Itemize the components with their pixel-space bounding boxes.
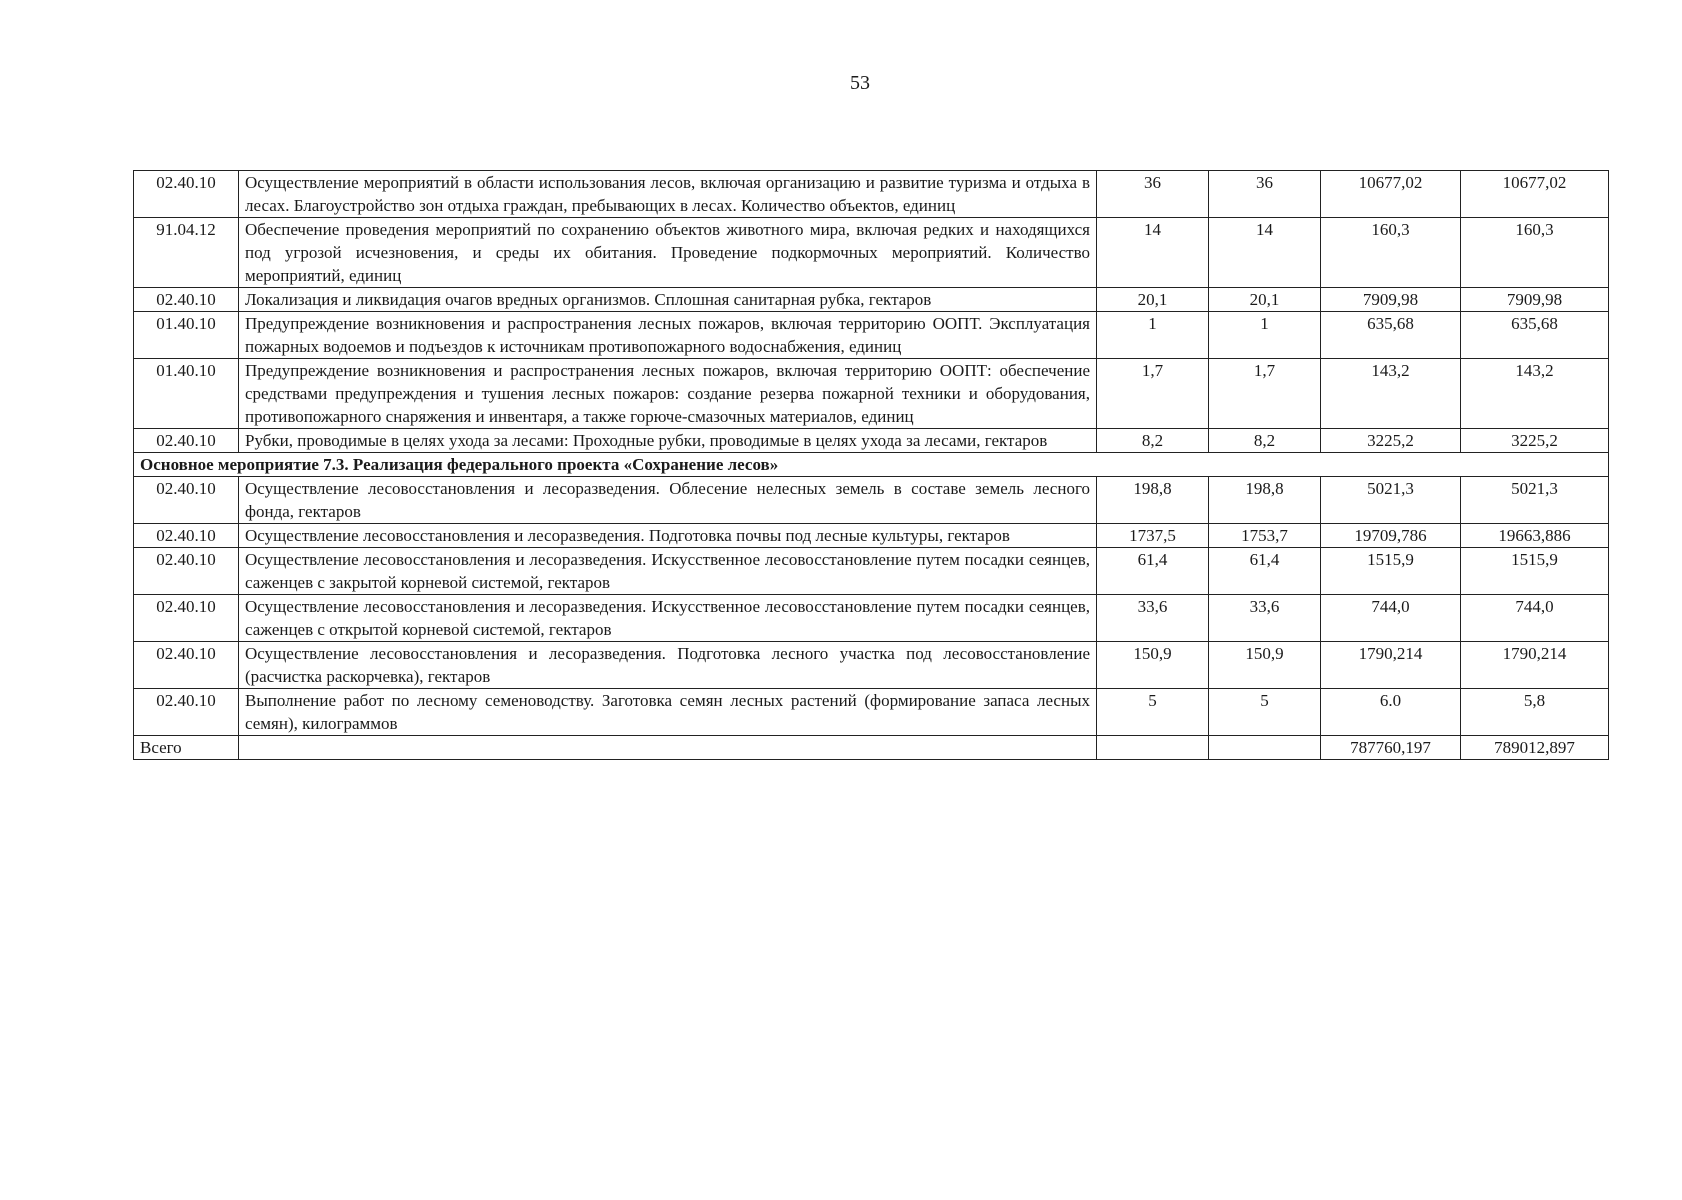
row-code: 02.40.10 bbox=[134, 524, 239, 548]
row-value-3: 10677,02 bbox=[1321, 171, 1461, 218]
total-value-4: 789012,897 bbox=[1461, 736, 1609, 760]
row-value-2: 1753,7 bbox=[1209, 524, 1321, 548]
total-label: Всего bbox=[134, 736, 239, 760]
row-description: Выполнение работ по лесному семеноводству. Заготовка семян лесных растений (формирование запаса лесных семян), килограммов bbox=[239, 689, 1097, 736]
row-value-1: 8,2 bbox=[1097, 429, 1209, 453]
row-value-4: 3225,2 bbox=[1461, 429, 1609, 453]
row-description: Локализация и ликвидация очагов вредных организмов. Сплошная санитарная рубка, гектаров bbox=[239, 288, 1097, 312]
row-value-2: 33,6 bbox=[1209, 595, 1321, 642]
row-value-4: 19663,886 bbox=[1461, 524, 1609, 548]
row-value-4: 5021,3 bbox=[1461, 477, 1609, 524]
row-description: Осуществление лесовосстановления и лесоразведения. Искусственное лесовосстановление путем посадки сеянцев, саженцев с открытой корневой системой, гектаров bbox=[239, 595, 1097, 642]
row-code: 02.40.10 bbox=[134, 171, 239, 218]
row-value-1: 61,4 bbox=[1097, 548, 1209, 595]
row-code: 02.40.10 bbox=[134, 595, 239, 642]
row-code: 01.40.10 bbox=[134, 312, 239, 359]
table-row bbox=[134, 171, 1609, 218]
section-title: Основное мероприятие 7.3. Реализация федерального проекта «Сохранение лесов» bbox=[134, 453, 1609, 477]
row-description: Осуществление лесовосстановления и лесоразведения. Подготовка почвы под лесные культуры, гектаров bbox=[239, 524, 1097, 548]
table-row bbox=[134, 312, 1609, 359]
table-row bbox=[134, 595, 1609, 642]
row-code: 02.40.10 bbox=[134, 689, 239, 736]
row-description: Предупреждение возникновения и распространения лесных пожаров, включая территорию ООПТ: обеспечение средствами предупреждения и тушения лесных пожаров: создание резерва пожарной техники и оборудования, противопожарного снаряжения и инвентаря, а также горюче-смазочных материалов, единиц bbox=[239, 359, 1097, 429]
row-value-4: 744,0 bbox=[1461, 595, 1609, 642]
row-code: 01.40.10 bbox=[134, 359, 239, 429]
row-value-4: 635,68 bbox=[1461, 312, 1609, 359]
row-value-1: 1 bbox=[1097, 312, 1209, 359]
row-code: 02.40.10 bbox=[134, 642, 239, 689]
table-row bbox=[134, 477, 1609, 524]
total-empty-cell bbox=[239, 736, 1097, 760]
table-row bbox=[134, 359, 1609, 429]
row-value-3: 1515,9 bbox=[1321, 548, 1461, 595]
row-code: 02.40.10 bbox=[134, 548, 239, 595]
row-value-4: 1515,9 bbox=[1461, 548, 1609, 595]
row-value-2: 5 bbox=[1209, 689, 1321, 736]
row-code: 02.40.10 bbox=[134, 429, 239, 453]
row-value-4: 143,2 bbox=[1461, 359, 1609, 429]
row-value-3: 7909,98 bbox=[1321, 288, 1461, 312]
row-value-4: 7909,98 bbox=[1461, 288, 1609, 312]
table-row bbox=[134, 429, 1609, 453]
page-number: 53 bbox=[850, 72, 870, 94]
row-value-1: 1737,5 bbox=[1097, 524, 1209, 548]
row-description: Осуществление лесовосстановления и лесоразведения. Облесение нелесных земель в составе земель лесного фонда, гектаров bbox=[239, 477, 1097, 524]
row-value-2: 20,1 bbox=[1209, 288, 1321, 312]
row-description: Осуществление мероприятий в области использования лесов, включая организацию и развитие туризма и отдыха в лесах. Благоустройство зон отдыха граждан, пребывающих в лесах. Количество объектов, единиц bbox=[239, 171, 1097, 218]
row-value-1: 198,8 bbox=[1097, 477, 1209, 524]
row-value-2: 198,8 bbox=[1209, 477, 1321, 524]
total-row bbox=[134, 736, 1609, 760]
row-value-3: 5021,3 bbox=[1321, 477, 1461, 524]
row-value-1: 36 bbox=[1097, 171, 1209, 218]
total-empty-cell bbox=[1209, 736, 1321, 760]
section-row bbox=[134, 453, 1609, 477]
row-description: Рубки, проводимые в целях ухода за лесами: Проходные рубки, проводимые в целях ухода за лесами, гектаров bbox=[239, 429, 1097, 453]
total-value-3: 787760,197 bbox=[1321, 736, 1461, 760]
row-code: 02.40.10 bbox=[134, 288, 239, 312]
measures-table bbox=[133, 170, 1609, 760]
row-value-2: 150,9 bbox=[1209, 642, 1321, 689]
row-value-3: 160,3 bbox=[1321, 218, 1461, 288]
table-row bbox=[134, 548, 1609, 595]
row-value-2: 1 bbox=[1209, 312, 1321, 359]
table-row bbox=[134, 288, 1609, 312]
total-empty-cell bbox=[1097, 736, 1209, 760]
row-value-4: 1790,214 bbox=[1461, 642, 1609, 689]
row-code: 91.04.12 bbox=[134, 218, 239, 288]
row-value-2: 61,4 bbox=[1209, 548, 1321, 595]
row-value-4: 5,8 bbox=[1461, 689, 1609, 736]
table-row bbox=[134, 524, 1609, 548]
row-value-3: 6.0 bbox=[1321, 689, 1461, 736]
row-value-4: 160,3 bbox=[1461, 218, 1609, 288]
row-description: Осуществление лесовосстановления и лесоразведения. Искусственное лесовосстановление путем посадки сеянцев, саженцев с закрытой корневой системой, гектаров bbox=[239, 548, 1097, 595]
row-value-3: 635,68 bbox=[1321, 312, 1461, 359]
row-value-2: 1,7 bbox=[1209, 359, 1321, 429]
table-row bbox=[134, 689, 1609, 736]
row-value-2: 8,2 bbox=[1209, 429, 1321, 453]
row-value-4: 10677,02 bbox=[1461, 171, 1609, 218]
row-description: Обеспечение проведения мероприятий по сохранению объектов животного мира, включая редких и находящихся под угрозой исчезновения, и среды их обитания. Проведение подкормочных мероприятий. Количество мероприятий, единиц bbox=[239, 218, 1097, 288]
row-value-1: 150,9 bbox=[1097, 642, 1209, 689]
row-description: Осуществление лесовосстановления и лесоразведения. Подготовка лесного участка под лесовосстановление (расчистка раскорчевка), гектаров bbox=[239, 642, 1097, 689]
row-value-1: 1,7 bbox=[1097, 359, 1209, 429]
row-value-2: 14 bbox=[1209, 218, 1321, 288]
row-description: Предупреждение возникновения и распространения лесных пожаров, включая территорию ООПТ. Эксплуатация пожарных водоемов и подъездов к источникам противопожарного водоснабжения, единиц bbox=[239, 312, 1097, 359]
row-value-2: 36 bbox=[1209, 171, 1321, 218]
row-value-1: 5 bbox=[1097, 689, 1209, 736]
row-value-3: 3225,2 bbox=[1321, 429, 1461, 453]
row-value-3: 19709,786 bbox=[1321, 524, 1461, 548]
row-value-3: 143,2 bbox=[1321, 359, 1461, 429]
table-row bbox=[134, 642, 1609, 689]
row-code: 02.40.10 bbox=[134, 477, 239, 524]
row-value-3: 744,0 bbox=[1321, 595, 1461, 642]
row-value-3: 1790,214 bbox=[1321, 642, 1461, 689]
row-value-1: 20,1 bbox=[1097, 288, 1209, 312]
row-value-1: 14 bbox=[1097, 218, 1209, 288]
table-row bbox=[134, 218, 1609, 288]
row-value-1: 33,6 bbox=[1097, 595, 1209, 642]
